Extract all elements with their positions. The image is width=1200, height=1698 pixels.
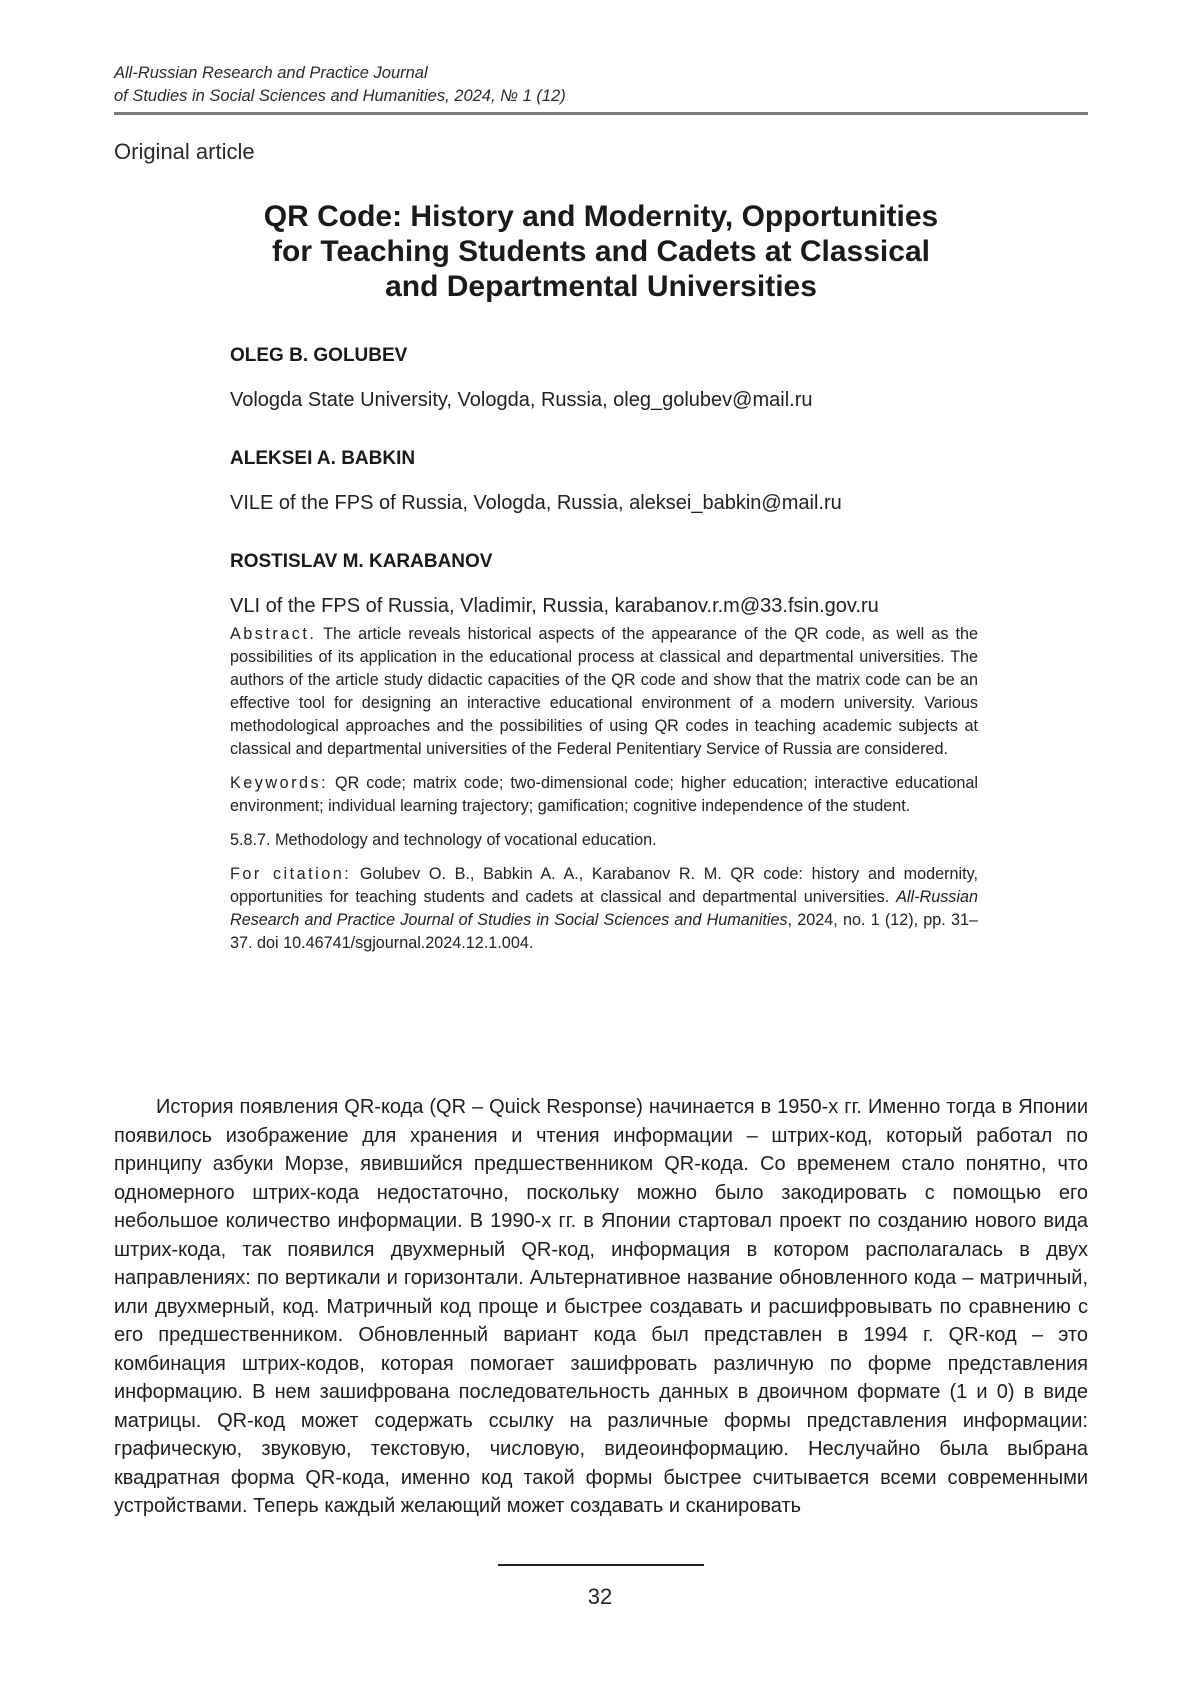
abstract xyxy=(230,623,978,761)
article-metadata xyxy=(230,623,978,966)
keywords-label: Keywords: xyxy=(230,774,329,792)
article-type-label: Original article xyxy=(114,139,255,164)
article-title-line-3: and Departmental Universities xyxy=(385,270,817,303)
abstract-text: The article reveals historical aspects of the appearance of the QR code, as well as the possibilities of its application in the educational process at classical and departmental universities. The authors of the article study didactic capacities of the QR code and show that the matrix code can be an effective tool for designing an interactive educational environment of a modern university. Various methodological approaches and the possibilities of using QR codes in teaching academic subjects at classical and departmental universities of the Federal Penitentiary Service of Russia are considered. xyxy=(230,625,978,758)
author-name: ROSTISLAV M. KARABANOV xyxy=(230,551,493,572)
citation-label: For citation: xyxy=(230,865,352,883)
author-name: OLEG B. GOLUBEV xyxy=(230,345,408,366)
author-affiliation: VILE of the FPS of Russia, Vologda, Russia, aleksei_babkin@mail.ru xyxy=(230,492,842,514)
citation-text: Golubev O. B., Babkin A. A., Karabanov R. M. QR code: history and modernity, opportunities for teaching students and cadets at classical and departmental universities. xyxy=(230,865,978,906)
author-name: ALEKSEI A. BABKIN xyxy=(230,448,416,469)
citation-details: , 2024, no. 1 (12), pp. 31–37. doi 10.46741/sgjournal.2024.12.1.004. xyxy=(230,911,978,952)
journal-header-line-2: of Studies in Social Sciences and Humanities, 2024, № 1 (12) xyxy=(114,87,566,105)
citation xyxy=(230,863,978,955)
body-paragraph: История появления QR-кода (QR – Quick Response) начинается в 1950-х гг. Именно тогда в Японии появилось изображение для хранения и чтения информации – штрих-код, который работал по принципу азбуки Морзе, явившийся предшественником QR-кода. Со временем стало понятно, что одномерного штрих-кода недостаточно, поскольку можно было закодировать с помощью его небольшое количество информации. В 1990-х гг. в Японии стартовал проект по созданию нового вида штрих-кода, так появился двухмерный QR-код, информация в котором располагалась в двух направлениях: по вертикали и горизонтали. Альтернативное название обновленного кода – матричный, или двухмерный, код. Матричный код проще и быстрее создавать и расшифровывать по сравнению с его предшественником. Обновленный вариант кода был представлен в 1994 г. QR-код – это комбинация штрих-кодов, которая помогает зашифровать различную по форме представления информацию. В нем зашифрована последовательность данных в двоичном формате (1 и 0) в виде матрицы. QR-код может содержать ссылку на различные формы представления информации: графическую, звуковую, текстовую, числовую, видеоинформацию. Неслучайно была выбрана квадратная форма QR-кода, именно код такой формы быстрее считывается всеми современными устройствами. Теперь каждый желающий может создавать и сканировать xyxy=(114,1096,1088,1517)
keywords-text: QR code; matrix code; two-dimensional code; higher education; interactive educational environment; individual learning trajectory; gamification; cognitive independence of the student. xyxy=(230,774,978,815)
journal-header xyxy=(114,62,1088,108)
header-divider xyxy=(114,112,1088,115)
article-title-line-2: for Teaching Students and Cadets at Classical xyxy=(272,235,930,268)
keywords xyxy=(230,772,978,818)
author-entry xyxy=(230,344,990,413)
abstract-label: Abstract. xyxy=(230,625,317,643)
main-text xyxy=(114,1093,1088,1521)
article-title-line-1: QR Code: History and Modernity, Opportunities xyxy=(263,200,939,233)
author-entry xyxy=(230,550,990,619)
author-list xyxy=(230,344,990,653)
specialty-code: 5.8.7. Methodology and technology of vocational education. xyxy=(230,831,657,849)
journal-header-line-1: All-Russian Research and Practice Journal xyxy=(114,64,428,82)
footer-divider xyxy=(498,1564,704,1566)
author-entry xyxy=(230,447,990,516)
article-title xyxy=(114,199,1088,304)
citation-journal: All-Russian Research and Practice Journal of Studies in Social Sciences and Humanities xyxy=(230,888,978,929)
author-affiliation: Vologda State University, Vologda, Russia, oleg_golubev@mail.ru xyxy=(230,389,813,411)
author-affiliation: VLI of the FPS of Russia, Vladimir, Russia, karabanov.r.m@33.fsin.gov.ru xyxy=(230,595,879,617)
page-number: 32 xyxy=(587,1584,613,1609)
